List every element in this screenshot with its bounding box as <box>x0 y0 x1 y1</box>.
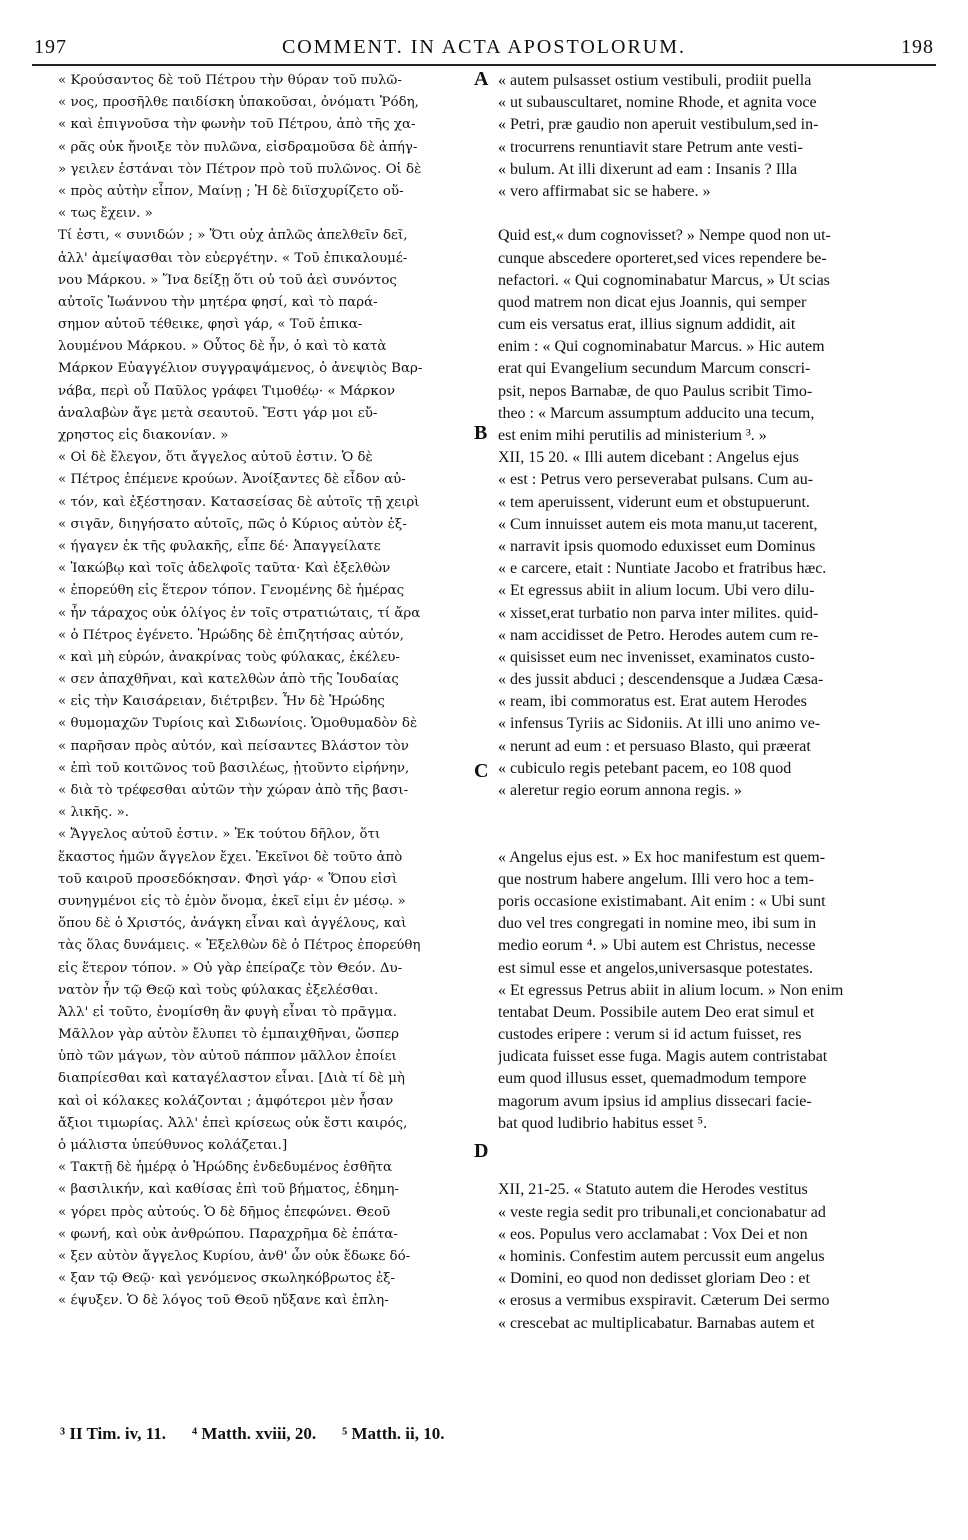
latin-text-line: « Domini, eo quod non dedisset gloriam Deo : et <box>498 1270 810 1288</box>
greek-text-line: τοῦ καιροῦ προσεδόκησαν. Φησὶ γάρ· « Ὅπου εἰσὶ <box>58 871 398 887</box>
latin-text-line: magorum avum ipsius id amplius dissecari facie- <box>498 1092 812 1110</box>
latin-text-line: « ut subauscultaret, nomine Rhode, et agnita voce <box>498 94 817 112</box>
greek-text-line: « ρᾶς οὐκ ἤνοιξε τὸν πυλῶνα, εἰσδραμοῦσα δὲ ἀπήγ- <box>58 139 418 155</box>
greek-text-line: εἰς ἕτερον τόπον. » Οὐ γὰρ ἐπείραζε τὸν Θεόν. Δυ- <box>58 960 403 976</box>
latin-text-line: « narravit ipsis quomodo eduxisset eum Dominus <box>498 537 816 555</box>
greek-text-line: « σεν ἀπαχθῆναι, καὶ κατελθὼν ἀπὸ τῆς Ἰουδαίας <box>58 672 399 688</box>
latin-text-line: poris occasione existimabant. Ait enim : « Ubi sunt <box>498 892 826 910</box>
greek-text-line: ἀλλ' ἀμείψασθαι τὸν εὐεργέτην. « Τοῦ ἐπικαλουμέ- <box>58 250 408 266</box>
greek-text-line: « καὶ ἐπιγνοῦσα τὴν φωνὴν τοῦ Πέτρου, ἀπὸ τῆς χα- <box>58 117 416 133</box>
latin-text-line: XII, 21-25. « Statuto autem die Herodes vestitus <box>498 1181 808 1199</box>
greek-text-line: « τόν, καὶ ἐξέστησαν. Κατασείσας δὲ αὐτοῖς τῇ χειρὶ <box>58 494 420 510</box>
latin-text-line: « eos. Populus vero acclamabat : Vox Dei et non <box>498 1225 808 1243</box>
greek-text-line: νου Μάρκου. » Ἵνα δείξῃ ὅτι οὐ τοῦ ἀεὶ συνόντος <box>58 272 397 288</box>
latin-text-line: cum eis versatus erat, illius signum addidit, ait <box>498 316 796 334</box>
greek-text-line: « ήγαγεν ἐκ τῆς φυλακῆς, εἶπε δέ· Ἀπαγγείλατε <box>58 538 381 554</box>
greek-text-line: Μᾶλλον γὰρ αὐτὸν ἔλυπει τὸ ἐμπαιχθῆναι, ὥσπερ <box>58 1027 399 1043</box>
latin-text-line: est simul esse et angelos,universasque potestates. <box>498 959 814 977</box>
latin-text-line: est enim mihi perutilis ad ministerium ³. » <box>498 427 767 444</box>
latin-text-line: bat quod ludibrio habitus esset ⁵. <box>498 1114 708 1132</box>
latin-text-line: « Et egressus Petrus abiit in alium locum. » Non enim <box>498 981 844 999</box>
greek-text-line: « ἐπορεύθη εἰς ἕτερον τόπον. Γενομένης δὲ ἡμέρας <box>58 583 405 599</box>
latin-text-line <box>498 203 938 225</box>
latin-text-line: « trocurrens renuntiavit stare Petrum ante vesti- <box>498 138 803 156</box>
greek-text-line: συνηγμένοι εἰς τὸ ἐμὸν ὄνομα, ἐκεῖ εἰμι ἐν μέσῳ. » <box>58 893 406 909</box>
greek-text-line: ὅπου δὲ ὁ Χριστός, ἀνάγκη εἶναι καὶ ἀγγέλους, καὶ <box>58 916 407 932</box>
greek-text-line: » γειλεν ἑστάναι τὸν Πέτρον πρὸ τοῦ πυλῶνος. Οἱ δὲ <box>58 161 422 177</box>
greek-text-line: « θυμομαχῶν Τυρίοις καὶ Σιδωνίοις. Ὁμοθυμαδὸν δὲ <box>58 716 418 732</box>
latin-text-line: « crescebat ac multiplicabatur. Barnabas autem et <box>498 1314 815 1332</box>
latin-text-line: psit, nepos Barnabæ, de quo Paulus scribit Timo- <box>498 382 813 400</box>
footnote: ⁴ Matth. xviii, 20. <box>192 1424 317 1443</box>
greek-text-line: Ἀλλ' εἰ τοῦτο, ἐνομίσθη ἂν φυγὴ εἶναι τὸ πρᾶγμα. <box>58 1004 398 1020</box>
greek-text-line: αὐτοῖς Ἰωάννου τὴν μητέρα φησί, καὶ τὸ παρά- <box>58 294 378 310</box>
latin-text-line: theo : « Marcum assumptum adducito una tecum, <box>498 404 815 422</box>
page-number-right: 198 <box>901 36 934 58</box>
greek-text-line: « φωνή, καὶ οὐκ ἀνθρώπου. Παραχρῆμα δὲ ἐπάτα- <box>58 1226 398 1242</box>
greek-text-line: « εἰς τὴν Καισάρειαν, διέτριβεν. Ἦν δὲ Ἡρώδης <box>58 694 385 710</box>
latin-text-line: « nerunt ad eum : et persuaso Blasto, qui præerat <box>498 737 811 755</box>
latin-text-line <box>498 824 938 846</box>
latin-text-line: « Angelus ejus est. » Ex hoc manifestum est quem- <box>498 848 826 866</box>
greek-text-line: « ξαν τῷ Θεῷ· καὶ γενόμενος σκωληκόβρωτος ἐξ- <box>58 1271 396 1287</box>
page-header <box>32 34 936 66</box>
greek-text-line: ὁ μάλιστα ὑπεύθυνος κολάζεται.] <box>58 1138 288 1153</box>
latin-text-line: « nam accidisset de Petro. Herodes autem cum re- <box>498 626 819 644</box>
greek-text-line: « σιγᾶν, διηγήσατο αὐτοῖς, πῶς ὁ Κύριος αὐτὸν ἐξ- <box>58 516 407 532</box>
latin-column <box>498 70 938 1335</box>
greek-text-line: « έψυξεν. Ὁ δὲ λόγος τοῦ Θεοῦ ηὔξανε καὶ ἐπλη- <box>58 1293 389 1309</box>
greek-text-line: νάβα, περὶ οὗ Παῦλος γράφει Τιμοθέῳ· « Μάρκον <box>58 383 395 399</box>
greek-text-line: « Κρούσαντος δὲ τοῦ Πέτρου τὴν θύραν τοῦ πυλῶ- <box>58 73 402 88</box>
latin-text-line: cunque abscedere oporteret,sed vices rependere be- <box>498 249 827 267</box>
greek-text-line: « καὶ μὴ εὑρών, ἀνακρίνας τοὺς φύλακας, ἐκέλευ- <box>58 649 400 665</box>
greek-text-line: λουμένου Μάρκου. » Οὗτος δὲ ἦν, ὁ καὶ τὸ κατὰ <box>58 339 387 355</box>
greek-text-line: ἄξιοι τιμωρίας. Ἀλλ' ἐπεὶ κρίσεως οὐκ ἔστι καιρός, <box>58 1115 408 1131</box>
latin-text-line: duo vel tres congregati in nomine meo, ibi sum in <box>498 915 817 933</box>
greek-text-line: « πρὸς αὐτὴν εἶπον, Μαίνῃ ; Ἡ δὲ διϊσχυρίζετο οὕ- <box>58 183 404 199</box>
greek-text-line: « ἐπὶ τοῦ κοιτῶνος τοῦ βασιλέως, ᾐτοῦντο εἰρήνην, <box>58 760 410 776</box>
latin-text-line: judicata fuisset esse fuga. Magis autem contristabat <box>498 1048 828 1066</box>
latin-text-line: tentabat Deum. Possibile autem Deo erat simul et <box>498 1003 815 1021</box>
greek-text-line: « Τακτῇ δὲ ἡμέρᾳ ὁ Ἡρώδης ἐνδεδυμένος ἐσθῆτα <box>58 1160 393 1176</box>
latin-text-line <box>498 1157 938 1179</box>
greek-text-line: νατὸν ἦν τῷ Θεῷ καὶ τοὺς φύλακας ἐξελέσθαι. <box>58 982 379 998</box>
greek-text-line: σημον αὐτοῦ τέθεικε, φησὶ γάρ, « Τοῦ ἐπικα- <box>58 317 363 333</box>
greek-text-line: « λικῆς. ». <box>58 805 130 821</box>
latin-text-line: « ream, ibi commoratus est. Erat autem Herodes <box>498 693 807 711</box>
latin-text-line: « hominis. Confestim autem percussit eum angelus <box>498 1247 825 1265</box>
greek-text-line: « Ἄγγελος αὐτοῦ ἐστιν. » Ἐκ τούτου δῆλον, ὅτι <box>58 827 381 843</box>
greek-text-line: « Πέτρος ἐπέμενε κρούων. Ἀνοίξαντες δὲ εἶδον αὐ- <box>58 472 406 488</box>
latin-text-line: « infensus Tyriis ac Sidoniis. At illi uno animo ve- <box>498 715 821 733</box>
running-title: COMMENT. IN ACTA APOSTOLORUM. <box>281 36 687 58</box>
latin-text-line: « Cum innuisset autem eis mota manu,ut tacerent, <box>498 515 818 533</box>
latin-text-line: medio eorum ⁴. » Ubi autem est Christus, necesse <box>498 937 816 955</box>
latin-text-line: « veste regia sedit pro tribunali,et concionabatur ad <box>498 1203 826 1221</box>
margin-marker-b: B <box>474 422 488 444</box>
latin-text-line: « Petri, præ gaudio non aperuit vestibulum,sed in- <box>498 116 819 134</box>
latin-text-line: « tem aperuissent, viderunt eum et obstupuerunt. <box>498 493 810 511</box>
greek-text-line: « ἦν τάραχος οὐκ ὀλίγος ἐν τοῖς στρατιώταις, τί ἄρα <box>58 605 421 621</box>
latin-text-line: XII, 15 20. « Illi autem dicebant : Angelus ejus <box>498 449 799 467</box>
greek-text-line: ὑπὸ τῶν μάγων, τὸν αὐτοῦ πάππον μᾶλλον ἐποίει <box>58 1049 397 1065</box>
greek-text-line: « Ἰακώβῳ καὶ τοῖς ἀδελφοῖς ταῦτα· Καὶ ἐξελθὼν <box>58 561 391 577</box>
latin-text-line: custodes eripere : verum si id actum fuisset, res <box>498 1026 802 1044</box>
latin-text-line: « Et egressus abiit in alium locum. Ubi vero dilu- <box>498 582 815 600</box>
latin-text-line: erat qui Evangelium secundum Marcum conscri- <box>498 360 811 378</box>
latin-text-line: enim : « Qui cognominabatur Marcus. » Hic autem <box>498 338 825 356</box>
greek-text-line: « ὁ Πέτρος ἐγένετο. Ἡρώδης δὲ ἐπιζητήσας αὐτόν, <box>58 627 405 643</box>
latin-text-line: « quisisset eum nec invenisset, examinatos custo- <box>498 648 815 666</box>
greek-text-line: Τί ἐστι, « συνιδών ; » Ὅτι οὐχ ἁπλῶς ἀπελθεῖν δεῖ, <box>58 228 408 244</box>
greek-text-line: « τως ἔχειν. » <box>58 206 153 222</box>
margin-marker-c: C <box>474 760 489 782</box>
greek-text-line: τὰς ὅλας δυνάμεις. « Ἐξελθὼν δὲ ὁ Πέτρος ἐπορεύθη <box>58 938 421 954</box>
latin-text-line: « aleretur regio eorum annona regis. » <box>498 782 742 799</box>
latin-text-line <box>498 1135 938 1157</box>
greek-text-line: « διὰ τὸ τρέφεσθαι αὐτῶν τὴν χώραν ἀπὸ τῆς βασι- <box>58 783 409 798</box>
greek-text-line: « βασιλικήν, καὶ καθίσας ἐπὶ τοῦ βήματος, ἐδημη- <box>58 1182 399 1198</box>
latin-text-line: « est : Petrus vero perseverabat pulsans. Cum au- <box>498 471 814 489</box>
greek-text-line: « ξεν αὐτὸν ἄγγελος Κυρίου, ἀνθ' ὧν οὐκ ἔδωκε δό- <box>58 1248 411 1264</box>
latin-text-line: « erosus a vermibus exspiravit. Cæterum Dei sermo <box>498 1292 830 1310</box>
latin-text-line <box>498 802 938 824</box>
greek-text-line: ἀναλαβὼν ἄγε μετὰ σεαυτοῦ. Ἔστι γάρ μοι εὔ- <box>58 405 378 421</box>
page-number-left: 197 <box>34 36 67 58</box>
greek-text-line: χρηστος εἰς διακονίαν. » <box>58 428 229 443</box>
greek-text-line: « Οἱ δὲ ἔλεγον, ὅτι ἄγγελος αὐτοῦ ἐστιν. Ὁ δὲ <box>58 450 373 466</box>
footnote: ³ II Tim. iv, 11. <box>60 1424 167 1443</box>
footnote: ⁵ Matth. ii, 10. <box>342 1424 445 1443</box>
latin-text-line: quod matrem non dicat ejus Joannis, qui semper <box>498 293 807 311</box>
latin-text-line: « bulum. At illi dixerunt ad eam : Insanis ? Illa <box>498 160 798 178</box>
footnotes <box>60 1424 471 1444</box>
greek-column <box>58 70 470 1313</box>
latin-text-line: « autem pulsasset ostium vestibuli, prodiit puella <box>498 72 812 89</box>
greek-text-line: ἕκαστος ἡμῶν ἄγγελον ἔχει. Ἐκεῖνοι δὲ τοῦτο ἀπὸ <box>58 849 403 865</box>
latin-text-line: nefactori. « Qui cognominabatur Marcus, » Ut scias <box>498 271 830 289</box>
latin-text-line: que nostrum habere angelum. Illi vero hoc a tem- <box>498 870 814 888</box>
latin-text-line: « cubiculo regis petebant pacem, eo 108 quod <box>498 759 792 777</box>
latin-text-line: eum quod illusus esset, quemadmodum tempore <box>498 1070 807 1088</box>
latin-text-line: « e carcere, etait : Nuntiate Jacobo et fratribus hæc. <box>498 560 827 578</box>
greek-text-line: « γόρει πρὸς αὐτούς. Ὁ δὲ δῆμος ἐπεφώνει. Θεοῦ <box>58 1204 391 1220</box>
latin-text-line: « des jussit abduci ; descendensque a Judæa Cæsa- <box>498 671 824 689</box>
greek-text-line: Μάρκον Εὐαγγέλιον συγγραψάμενος, ὁ ἀνεψιὸς Βαρ- <box>58 361 423 377</box>
margin-marker-d: D <box>474 1140 489 1162</box>
greek-text-line: καὶ οἱ κόλακες κολάζονται ; ἀμφότεροι μὲν ἦσαν <box>58 1093 394 1109</box>
greek-text-line: διαπρίεσθαι καὶ καταγέλαστον εἶναι. [Διὰ τί δὲ μὴ <box>58 1071 405 1087</box>
latin-text-line: « xisset,erat turbatio non parva inter milites. quid- <box>498 604 819 622</box>
margin-marker-a: A <box>474 68 489 90</box>
greek-text-line: « νος, προσῆλθε παιδίσκη ὑπακοῦσαι, ὀνόματι Ῥόδη, <box>58 95 419 111</box>
latin-text-line: Quid est,« dum cognovisset? » Nempe quod non ut- <box>498 227 831 245</box>
greek-text-line: « παρῆσαν πρὸς αὐτόν, καὶ πείσαντες Βλάστον τὸν <box>58 738 409 754</box>
latin-text-line: « vero affirmabat sic se habere. » <box>498 182 711 200</box>
